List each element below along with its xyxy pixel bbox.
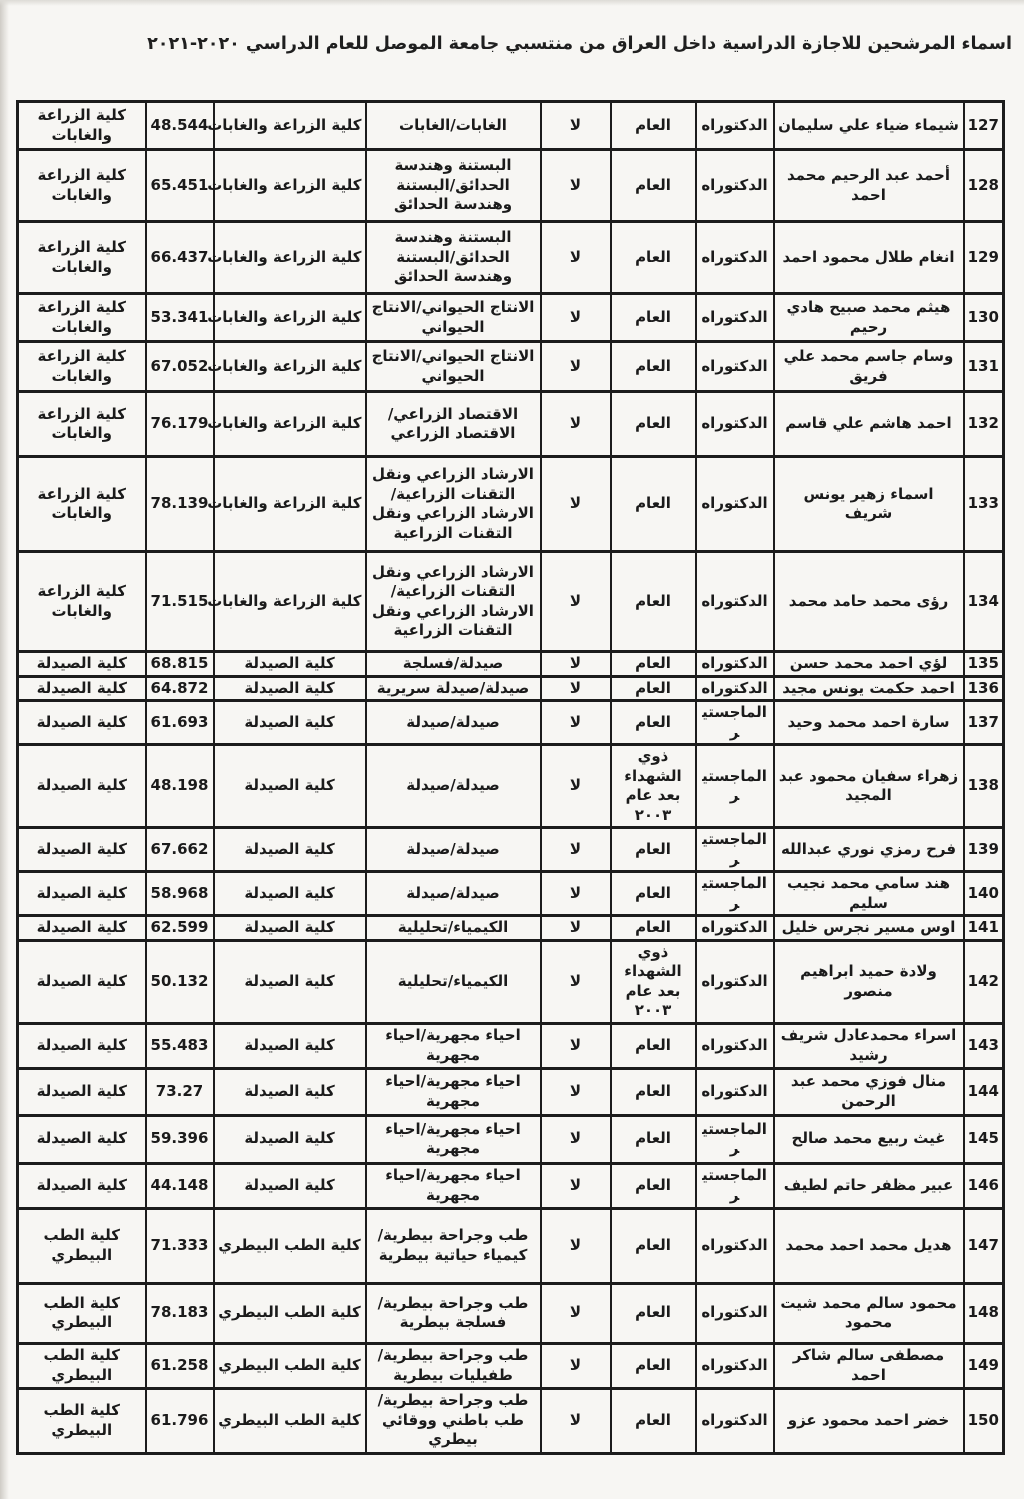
- cell-college: كلية الزراعة والغابات: [214, 150, 366, 222]
- scan-top-shadow: [0, 0, 1024, 6]
- table-row: [18, 294, 1004, 342]
- cell-college: كلية الصيدلة: [214, 872, 366, 916]
- cell-degree: الدكتوراه: [696, 342, 774, 392]
- table-row: [18, 222, 1004, 294]
- cell-note: لا: [541, 1208, 611, 1283]
- cell-specialization: طب وجراحة بيطرية/طب باطني ووقائي بيطري: [366, 1388, 541, 1453]
- table-row: [18, 392, 1004, 457]
- cell-specialization: البستنة وهندسة الحدائق/البستنة وهندسة الحدائق: [366, 222, 541, 294]
- candidates-table: [16, 100, 1005, 1455]
- cell-college2: كلية الزراعة والغابات: [18, 150, 146, 222]
- cell-college2: كلية الزراعة والغابات: [18, 457, 146, 552]
- cell-specialization: الغابات/الغابات: [366, 102, 541, 150]
- cell-score: 59.396: [146, 1115, 214, 1163]
- cell-name: ولادة حميد ابراهيم منصور: [774, 940, 964, 1023]
- cell-degree: الدكتوراه: [696, 102, 774, 150]
- cell-college: كلية الزراعة والغابات: [214, 392, 366, 457]
- table-row: [18, 150, 1004, 222]
- cell-note: لا: [541, 1388, 611, 1453]
- cell-note: لا: [541, 552, 611, 652]
- cell-num: 146: [964, 1163, 1004, 1208]
- cell-note: لا: [541, 1068, 611, 1115]
- cell-college: كلية الطب البيطري: [214, 1283, 366, 1343]
- cell-name: مصطفى سالم شاكر احمد: [774, 1343, 964, 1388]
- cell-num: 136: [964, 676, 1004, 701]
- cell-num: 139: [964, 828, 1004, 872]
- table-row: [18, 342, 1004, 392]
- cell-name: فرح رمزي نوري عبدالله: [774, 828, 964, 872]
- cell-college: كلية الطب البيطري: [214, 1208, 366, 1283]
- cell-num: 127: [964, 102, 1004, 150]
- table-row: [18, 872, 1004, 916]
- cell-college2: كلية الزراعة والغابات: [18, 552, 146, 652]
- cell-name: خضر احمد محمود عزو: [774, 1388, 964, 1453]
- cell-degree: الدكتوراه: [696, 1068, 774, 1115]
- cell-degree: الدكتوراه: [696, 652, 774, 677]
- cell-specialization: احياء مجهرية/احياء مجهرية: [366, 1068, 541, 1115]
- cell-name: شيماء ضياء علي سليمان: [774, 102, 964, 150]
- cell-degree: الماجستير: [696, 701, 774, 745]
- cell-score: 78.139: [146, 457, 214, 552]
- cell-specialization: احياء مجهرية/احياء مجهرية: [366, 1115, 541, 1163]
- cell-specialization: الانتاج الحيواني/الانتاج الحيواني: [366, 294, 541, 342]
- cell-college: كلية الزراعة والغابات: [214, 222, 366, 294]
- cell-specialization: صيدلة/صيدلة: [366, 701, 541, 745]
- cell-degree: الماجستير: [696, 1115, 774, 1163]
- cell-college2: كلية الصيدلة: [18, 652, 146, 677]
- cell-channel: العام: [611, 392, 696, 457]
- cell-name: لؤي احمد محمد حسن: [774, 652, 964, 677]
- cell-score: 48.544: [146, 102, 214, 150]
- cell-channel: العام: [611, 828, 696, 872]
- table-row: [18, 1023, 1004, 1068]
- cell-note: لا: [541, 457, 611, 552]
- cell-college2: كلية الصيدلة: [18, 701, 146, 745]
- cell-score: 48.198: [146, 745, 214, 828]
- cell-num: 143: [964, 1023, 1004, 1068]
- cell-channel: العام: [611, 1388, 696, 1453]
- cell-channel: ذوي الشهداء بعد عام ٢٠٠٣: [611, 940, 696, 1023]
- cell-channel: العام: [611, 1208, 696, 1283]
- cell-college2: كلية الصيدلة: [18, 1163, 146, 1208]
- cell-channel: العام: [611, 916, 696, 941]
- cell-specialization: الارشاد الزراعي ونقل التقنات الزراعية/الارشاد الزراعي ونقل التقنات الزراعية: [366, 552, 541, 652]
- cell-num: 141: [964, 916, 1004, 941]
- table-row: [18, 102, 1004, 150]
- cell-channel: العام: [611, 552, 696, 652]
- cell-channel: ذوي الشهداء بعد عام ٢٠٠٣: [611, 745, 696, 828]
- table-row: [18, 1208, 1004, 1283]
- cell-college: كلية الزراعة والغابات: [214, 552, 366, 652]
- cell-num: 150: [964, 1388, 1004, 1453]
- cell-name: سارة احمد محمد وحيد: [774, 701, 964, 745]
- cell-name: وسام جاسم محمد علي فريق: [774, 342, 964, 392]
- cell-college: كلية الصيدلة: [214, 652, 366, 677]
- cell-degree: الدكتوراه: [696, 552, 774, 652]
- cell-score: 73.27: [146, 1068, 214, 1115]
- cell-name: زهراء سفيان محمود عبد المجيد: [774, 745, 964, 828]
- cell-college2: كلية الصيدلة: [18, 1115, 146, 1163]
- cell-specialization: صيدلة/صيدلة: [366, 872, 541, 916]
- cell-college: كلية الزراعة والغابات: [214, 342, 366, 392]
- cell-note: لا: [541, 940, 611, 1023]
- cell-channel: العام: [611, 701, 696, 745]
- cell-score: 68.815: [146, 652, 214, 677]
- table-row: [18, 1115, 1004, 1163]
- cell-score: 55.483: [146, 1023, 214, 1068]
- cell-name: هند سامي محمد نجيب سليم: [774, 872, 964, 916]
- cell-score: 58.968: [146, 872, 214, 916]
- cell-degree: الدكتوراه: [696, 1283, 774, 1343]
- cell-score: 62.599: [146, 916, 214, 941]
- cell-college2: كلية الصيدلة: [18, 1068, 146, 1115]
- table-row: [18, 552, 1004, 652]
- cell-degree: الدكتوراه: [696, 676, 774, 701]
- cell-channel: العام: [611, 1283, 696, 1343]
- cell-score: 50.132: [146, 940, 214, 1023]
- cell-name: اسماء زهير يونس شريف: [774, 457, 964, 552]
- cell-note: لا: [541, 392, 611, 457]
- cell-score: 61.796: [146, 1388, 214, 1453]
- cell-college: كلية الطب البيطري: [214, 1388, 366, 1453]
- cell-channel: العام: [611, 150, 696, 222]
- cell-score: 78.183: [146, 1283, 214, 1343]
- cell-name: احمد هاشم علي قاسم: [774, 392, 964, 457]
- document-title: اسماء المرشحين للاجازة الدراسية داخل العراق من منتسبي جامعة الموصل للعام الدراسي ٢٠٢٠-٢٠٢١: [147, 34, 1012, 54]
- cell-college: كلية الصيدلة: [214, 1068, 366, 1115]
- cell-channel: العام: [611, 1343, 696, 1388]
- candidates-table-body: [18, 102, 1004, 1454]
- table-row: [18, 701, 1004, 745]
- cell-note: لا: [541, 150, 611, 222]
- cell-college2: كلية الزراعة والغابات: [18, 102, 146, 150]
- cell-score: 64.872: [146, 676, 214, 701]
- cell-name: منال فوزي محمد عبد الرحمن: [774, 1068, 964, 1115]
- cell-degree: الماجستير: [696, 828, 774, 872]
- cell-num: 145: [964, 1115, 1004, 1163]
- cell-specialization: الكيمياء/تحليلية: [366, 916, 541, 941]
- table-row: [18, 1343, 1004, 1388]
- cell-num: 134: [964, 552, 1004, 652]
- cell-num: 142: [964, 940, 1004, 1023]
- cell-specialization: صيدلة/فسلجة: [366, 652, 541, 677]
- cell-num: 149: [964, 1343, 1004, 1388]
- cell-note: لا: [541, 1023, 611, 1068]
- cell-num: 144: [964, 1068, 1004, 1115]
- cell-channel: العام: [611, 1163, 696, 1208]
- cell-num: 132: [964, 392, 1004, 457]
- cell-college: كلية الصيدلة: [214, 828, 366, 872]
- cell-num: 130: [964, 294, 1004, 342]
- cell-degree: الدكتوراه: [696, 940, 774, 1023]
- cell-college: كلية الصيدلة: [214, 940, 366, 1023]
- cell-college2: كلية الصيدلة: [18, 916, 146, 941]
- cell-college: كلية الصيدلة: [214, 916, 366, 941]
- cell-name: هيثم محمد صبيح هادي رحيم: [774, 294, 964, 342]
- cell-note: لا: [541, 701, 611, 745]
- cell-channel: العام: [611, 1068, 696, 1115]
- cell-college: كلية الصيدلة: [214, 676, 366, 701]
- cell-degree: الماجستير: [696, 872, 774, 916]
- cell-degree: الدكتوراه: [696, 1388, 774, 1453]
- cell-college2: كلية الطب البيطري: [18, 1208, 146, 1283]
- cell-specialization: صيدلة/صيدلة سريرية: [366, 676, 541, 701]
- cell-num: 129: [964, 222, 1004, 294]
- cell-name: أحمد عبد الرحيم محمد احمد: [774, 150, 964, 222]
- cell-channel: العام: [611, 1023, 696, 1068]
- table-row: [18, 916, 1004, 941]
- table-row: [18, 1388, 1004, 1453]
- cell-note: لا: [541, 102, 611, 150]
- cell-college: كلية الصيدلة: [214, 745, 366, 828]
- cell-note: لا: [541, 222, 611, 294]
- cell-degree: الدكتوراه: [696, 457, 774, 552]
- cell-specialization: الانتاج الحيواني/الانتاج الحيواني: [366, 342, 541, 392]
- cell-specialization: طب وجراحة بيطرية/كيمياء حياتية بيطرية: [366, 1208, 541, 1283]
- cell-college: كلية الزراعة والغابات: [214, 102, 366, 150]
- cell-score: 61.693: [146, 701, 214, 745]
- cell-note: لا: [541, 745, 611, 828]
- cell-note: لا: [541, 294, 611, 342]
- cell-num: 148: [964, 1283, 1004, 1343]
- table-row: [18, 745, 1004, 828]
- cell-score: 66.437: [146, 222, 214, 294]
- cell-score: 67.662: [146, 828, 214, 872]
- table-row: [18, 1283, 1004, 1343]
- cell-degree: الدكتوراه: [696, 1208, 774, 1283]
- cell-college2: كلية الصيدلة: [18, 872, 146, 916]
- cell-name: اوس مسير نجرس خليل: [774, 916, 964, 941]
- cell-score: 65.451: [146, 150, 214, 222]
- table-row: [18, 828, 1004, 872]
- cell-score: 53.341: [146, 294, 214, 342]
- cell-specialization: احياء مجهرية/احياء مجهرية: [366, 1023, 541, 1068]
- cell-num: 135: [964, 652, 1004, 677]
- cell-degree: الدكتوراه: [696, 392, 774, 457]
- cell-score: 67.052: [146, 342, 214, 392]
- cell-note: لا: [541, 676, 611, 701]
- cell-channel: العام: [611, 457, 696, 552]
- cell-num: 128: [964, 150, 1004, 222]
- cell-channel: العام: [611, 872, 696, 916]
- cell-specialization: الارشاد الزراعي ونقل التقنات الزراعية/الارشاد الزراعي ونقل التقنات الزراعية: [366, 457, 541, 552]
- cell-college2: كلية الصيدلة: [18, 745, 146, 828]
- cell-specialization: صيدلة/صيدلة: [366, 828, 541, 872]
- cell-score: 44.148: [146, 1163, 214, 1208]
- table-row: [18, 1163, 1004, 1208]
- cell-college2: كلية الصيدلة: [18, 1023, 146, 1068]
- cell-degree: الدكتوراه: [696, 150, 774, 222]
- cell-channel: العام: [611, 652, 696, 677]
- cell-college: كلية الصيدلة: [214, 1163, 366, 1208]
- cell-college2: كلية الطب البيطري: [18, 1283, 146, 1343]
- cell-num: 137: [964, 701, 1004, 745]
- cell-college: كلية الزراعة والغابات: [214, 294, 366, 342]
- cell-num: 133: [964, 457, 1004, 552]
- cell-score: 76.179: [146, 392, 214, 457]
- cell-name: انغام طلال محمود احمد: [774, 222, 964, 294]
- cell-score: 71.333: [146, 1208, 214, 1283]
- cell-channel: العام: [611, 102, 696, 150]
- cell-specialization: صيدلة/صيدلة: [366, 745, 541, 828]
- cell-degree: الدكتوراه: [696, 294, 774, 342]
- cell-score: 61.258: [146, 1343, 214, 1388]
- cell-specialization: البستنة وهندسة الحدائق/البستنة وهندسة الحدائق: [366, 150, 541, 222]
- cell-note: لا: [541, 1343, 611, 1388]
- cell-channel: العام: [611, 342, 696, 392]
- table-row: [18, 652, 1004, 677]
- cell-name: عبير مظفر حاتم لطيف: [774, 1163, 964, 1208]
- cell-specialization: طب وجراحة بيطرية/فسلجة بيطرية: [366, 1283, 541, 1343]
- cell-degree: الدكتوراه: [696, 222, 774, 294]
- cell-num: 131: [964, 342, 1004, 392]
- cell-note: لا: [541, 652, 611, 677]
- cell-degree: الماجستير: [696, 745, 774, 828]
- cell-name: احمد حكمت يونس مجيد: [774, 676, 964, 701]
- cell-channel: العام: [611, 222, 696, 294]
- cell-degree: الماجستير: [696, 1163, 774, 1208]
- cell-degree: الدكتوراه: [696, 1023, 774, 1068]
- cell-college: كلية الصيدلة: [214, 1115, 366, 1163]
- cell-num: 147: [964, 1208, 1004, 1283]
- cell-name: اسراء محمدعادل شريف رشيد: [774, 1023, 964, 1068]
- cell-note: لا: [541, 1283, 611, 1343]
- cell-college2: كلية الطب البيطري: [18, 1388, 146, 1453]
- cell-note: لا: [541, 1115, 611, 1163]
- cell-specialization: طب وجراحة بيطرية/طفيليات بيطرية: [366, 1343, 541, 1388]
- cell-college2: كلية الزراعة والغابات: [18, 392, 146, 457]
- cell-college: كلية الصيدلة: [214, 1023, 366, 1068]
- cell-degree: الدكتوراه: [696, 916, 774, 941]
- cell-college2: كلية الصيدلة: [18, 828, 146, 872]
- cell-num: 138: [964, 745, 1004, 828]
- cell-note: لا: [541, 916, 611, 941]
- cell-college2: كلية الزراعة والغابات: [18, 222, 146, 294]
- cell-num: 140: [964, 872, 1004, 916]
- cell-name: محمود سالم محمد شيت محمود: [774, 1283, 964, 1343]
- cell-channel: العام: [611, 294, 696, 342]
- cell-channel: العام: [611, 1115, 696, 1163]
- cell-college2: كلية الصيدلة: [18, 940, 146, 1023]
- cell-college2: كلية الزراعة والغابات: [18, 342, 146, 392]
- scan-edge-shadow: [0, 0, 9, 1499]
- cell-college: كلية الزراعة والغابات: [214, 457, 366, 552]
- cell-college: كلية الطب البيطري: [214, 1343, 366, 1388]
- table-row: [18, 1068, 1004, 1115]
- cell-college: كلية الصيدلة: [214, 701, 366, 745]
- table-row: [18, 457, 1004, 552]
- cell-specialization: احياء مجهرية/احياء مجهرية: [366, 1163, 541, 1208]
- cell-note: لا: [541, 342, 611, 392]
- cell-channel: العام: [611, 676, 696, 701]
- cell-college2: كلية الطب البيطري: [18, 1343, 146, 1388]
- cell-note: لا: [541, 828, 611, 872]
- cell-degree: الدكتوراه: [696, 1343, 774, 1388]
- cell-note: لا: [541, 1163, 611, 1208]
- cell-specialization: الاقتصاد الزراعي/الاقتصاد الزراعي: [366, 392, 541, 457]
- cell-name: غيث ربيع محمد صالح: [774, 1115, 964, 1163]
- cell-name: هديل محمد احمد محمد: [774, 1208, 964, 1283]
- table-row: [18, 676, 1004, 701]
- cell-college2: كلية الزراعة والغابات: [18, 294, 146, 342]
- cell-college2: كلية الصيدلة: [18, 676, 146, 701]
- table-row: [18, 940, 1004, 1023]
- cell-note: لا: [541, 872, 611, 916]
- cell-specialization: الكيمياء/تحليلية: [366, 940, 541, 1023]
- cell-score: 71.515: [146, 552, 214, 652]
- cell-name: رؤى محمد حامد محمد: [774, 552, 964, 652]
